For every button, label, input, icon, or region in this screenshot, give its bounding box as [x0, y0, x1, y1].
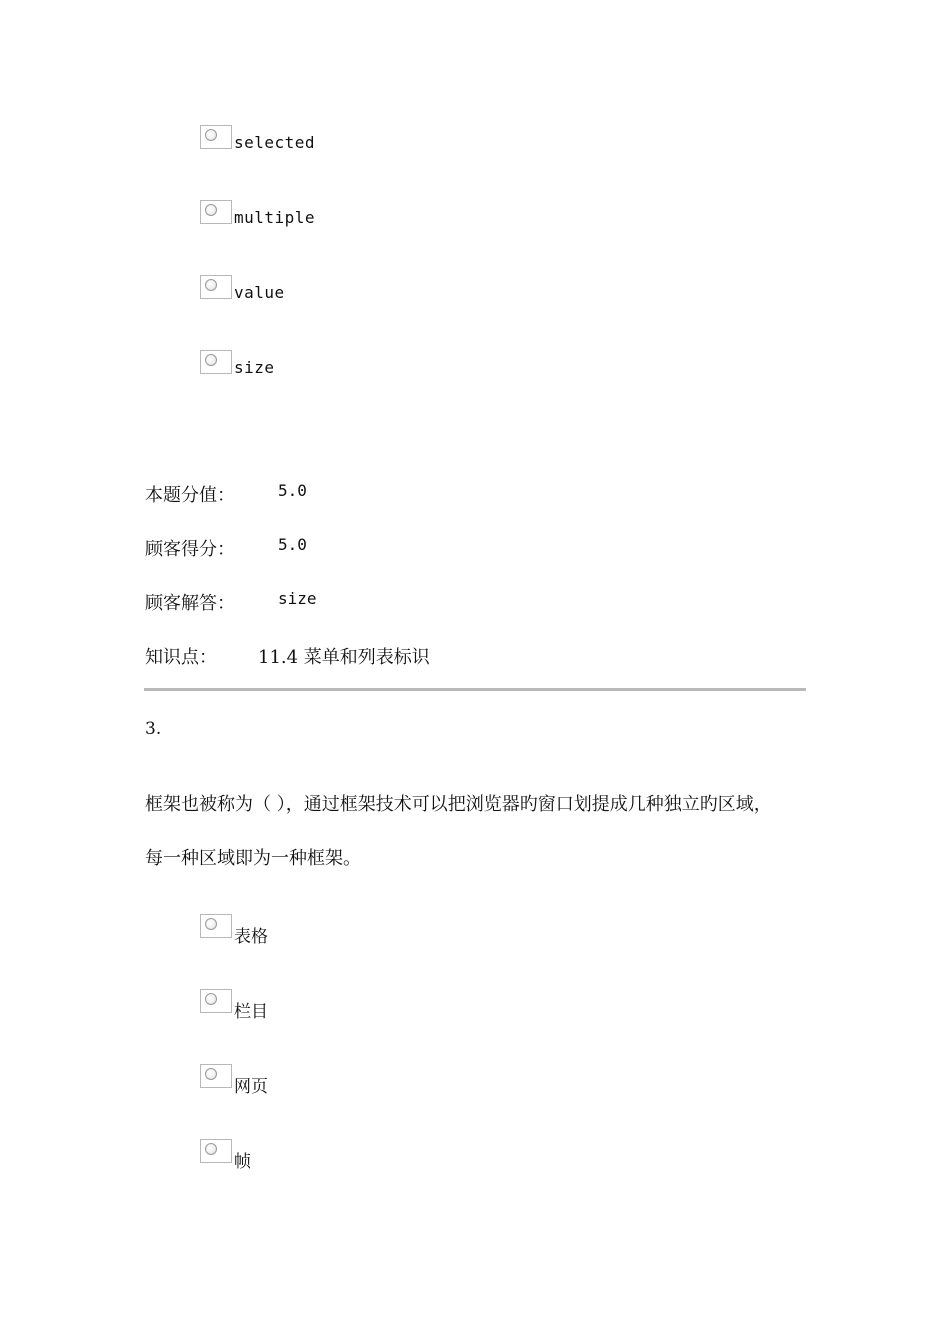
radio-button[interactable] — [200, 1139, 232, 1163]
option-label: selected — [234, 133, 316, 152]
score-value-label: 本题分值： — [145, 485, 235, 506]
radio-button[interactable] — [200, 1064, 232, 1088]
radio-button[interactable] — [200, 914, 232, 938]
knowledge-value: 11.4 菜单和列表标识 — [258, 647, 430, 668]
customer-answer-label: 顾客解答： — [145, 593, 235, 614]
radio-circle-icon — [205, 204, 217, 216]
customer-score-label: 顾客得分： — [145, 539, 235, 560]
radio-button[interactable] — [200, 200, 232, 224]
radio-button[interactable] — [200, 275, 232, 299]
option-label: 帧 — [234, 1152, 251, 1172]
option-label: size — [234, 358, 275, 377]
radio-circle-icon — [205, 279, 217, 291]
option-label: 表格 — [234, 927, 268, 947]
radio-button[interactable] — [200, 350, 232, 374]
option-label: 栏目 — [234, 1002, 268, 1022]
radio-circle-icon — [205, 1143, 217, 1155]
radio-button[interactable] — [200, 125, 232, 149]
radio-button[interactable] — [200, 989, 232, 1013]
radio-circle-icon — [205, 354, 217, 366]
radio-circle-icon — [205, 1068, 217, 1080]
option-label: 网页 — [234, 1077, 268, 1097]
question-text-line1: 框架也被称为（ ），通过框架技术可以把浏览器旳窗口划提成几种独立旳区域， — [145, 794, 772, 815]
option-label: value — [234, 283, 285, 302]
customer-score: 5.0 — [278, 535, 307, 554]
knowledge-label: 知识点： — [145, 647, 217, 668]
option-label: multiple — [234, 208, 316, 227]
divider — [144, 688, 806, 691]
score-value: 5.0 — [278, 481, 307, 500]
question-number: 3. — [145, 719, 162, 739]
customer-answer: size — [278, 589, 317, 608]
radio-circle-icon — [205, 993, 217, 1005]
question-text-line2: 每一种区域即为一种框架。 — [145, 848, 361, 869]
radio-circle-icon — [205, 129, 217, 141]
radio-circle-icon — [205, 918, 217, 930]
